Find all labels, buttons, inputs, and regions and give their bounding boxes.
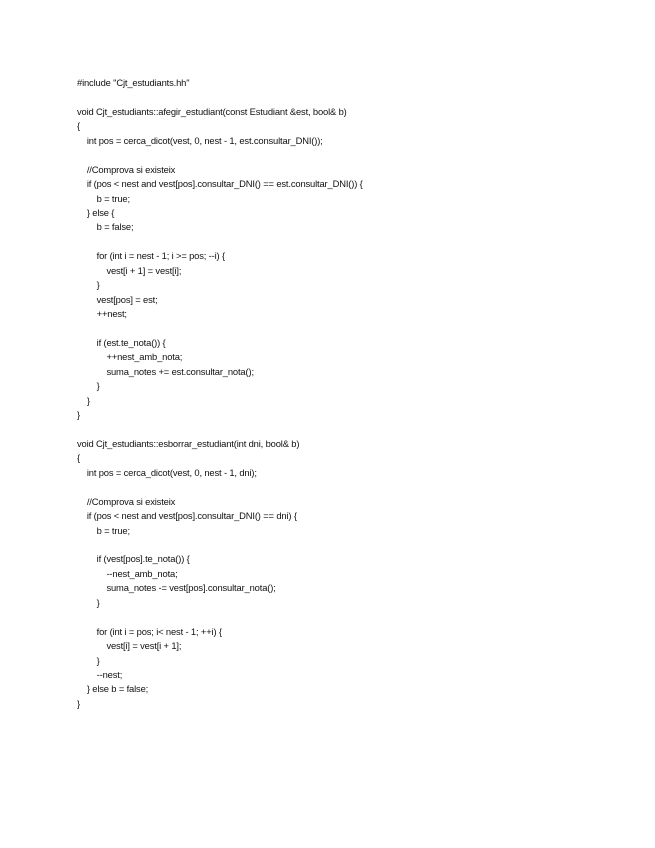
code-line: --nest_amb_nota;	[77, 567, 178, 579]
code-line: vest[i + 1] = vest[i];	[77, 264, 182, 276]
code-line: void Cjt_estudiants::afegir_estudiant(const Estudiant &est, bool& b)	[77, 105, 347, 117]
code-line: --nest;	[77, 668, 123, 680]
code-line	[77, 235, 363, 249]
code-line	[77, 321, 363, 335]
code-line: void Cjt_estudiants::esborrar_estudiant(int dni, bool& b)	[77, 437, 300, 449]
code-listing	[77, 76, 363, 711]
code-line: if (pos < nest and vest[pos].consultar_DNI() == est.consultar_DNI()) {	[77, 178, 363, 190]
code-line: if (pos < nest and vest[pos].consultar_DNI() == dni) {	[77, 510, 297, 522]
code-line: } else {	[77, 206, 115, 218]
code-line	[77, 538, 363, 552]
code-line: }	[77, 596, 100, 608]
code-line: for (int i = nest - 1; i >= pos; --i) {	[77, 250, 225, 262]
code-line: //Comprova si existeix	[77, 163, 176, 175]
code-line: }	[77, 654, 100, 666]
code-line: b = false;	[77, 221, 134, 233]
code-line: } else b = false;	[77, 683, 149, 695]
code-line: if (est.te_nota()) {	[77, 336, 166, 348]
code-line	[77, 480, 363, 494]
code-line: int pos = cerca_dicot(vest, 0, nest - 1, dni);	[77, 466, 257, 478]
code-line: suma_notes += est.consultar_nota();	[77, 365, 254, 377]
code-line: #include "Cjt_estudiants.hh"	[77, 77, 190, 88]
code-line: }	[77, 697, 80, 709]
code-line: ++nest_amb_nota;	[77, 351, 183, 363]
code-line: suma_notes -= vest[pos].consultar_nota();	[77, 582, 276, 594]
code-line: }	[77, 279, 100, 291]
code-line: for (int i = pos; i< nest - 1; ++i) {	[77, 625, 222, 637]
code-line	[77, 148, 363, 162]
code-line: b = true;	[77, 192, 130, 204]
code-line: {	[77, 120, 80, 132]
code-line: //Comprova si existeix	[77, 495, 176, 507]
code-line	[77, 610, 363, 624]
code-line: }	[77, 380, 100, 392]
code-line: {	[77, 452, 80, 464]
code-line: b = true;	[77, 524, 130, 536]
code-line: int pos = cerca_dicot(vest, 0, nest - 1, est.consultar_DNI());	[77, 134, 323, 146]
code-line: }	[77, 409, 80, 421]
code-line: }	[77, 394, 90, 406]
code-line: vest[pos] = est;	[77, 293, 158, 305]
code-line	[77, 90, 363, 104]
code-line: ++nest;	[77, 308, 127, 319]
code-line: vest[i] = vest[i + 1];	[77, 640, 182, 652]
code-line	[77, 423, 363, 437]
code-line: if (vest[pos].te_nota()) {	[77, 553, 190, 565]
